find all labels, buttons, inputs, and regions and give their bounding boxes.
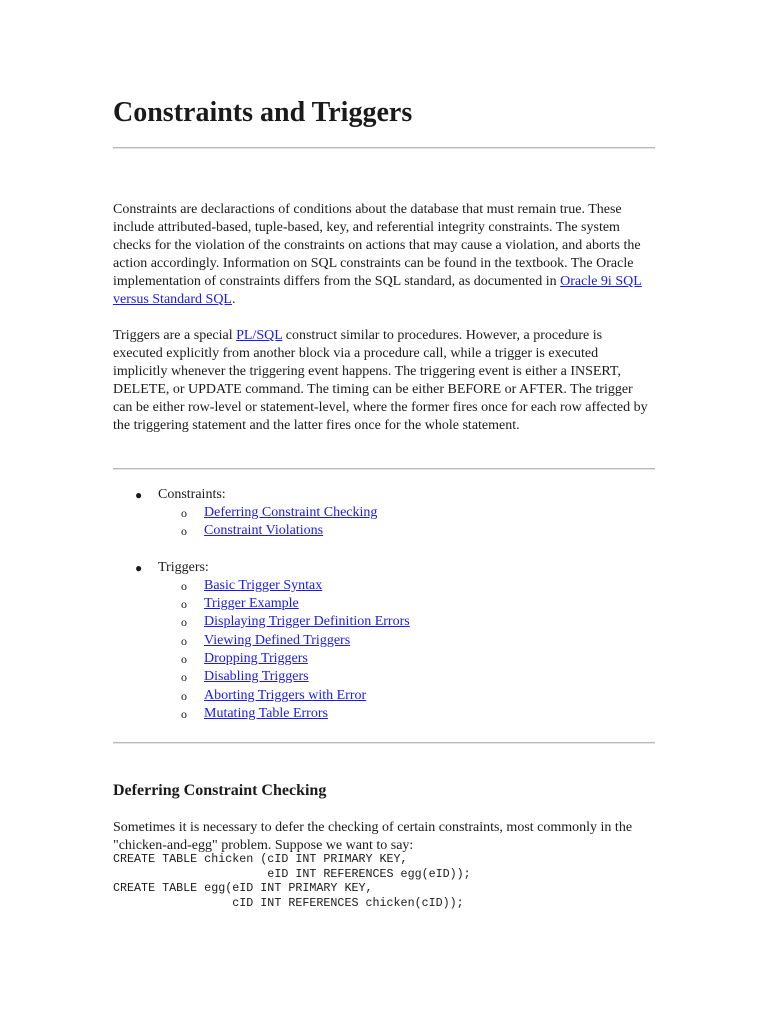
link-plsql[interactable]: PL/SQL — [236, 328, 283, 343]
triggers-text-start: Triggers are a special — [113, 328, 237, 343]
link-mutating-table-errors[interactable]: Mutating Table Errors — [204, 706, 328, 721]
toc-label-triggers: Triggers: — [158, 560, 209, 575]
circle-bullet-icon: o — [181, 634, 187, 648]
intro-text-end: . — [232, 292, 236, 307]
intro-paragraph-constraints — [113, 201, 655, 309]
link-constraint-violations[interactable]: Constraint Violations — [204, 523, 324, 538]
bullet-icon: ● — [135, 488, 143, 502]
code-block: CREATE TABLE chicken (cID INT PRIMARY KEY, eID INT REFERENCES egg(eID)); CREATE TABLE egg(eID INT PRIMARY KEY, cID INT REFERENCES chicken(cID)); — [113, 852, 471, 910]
circle-bullet-icon: o — [181, 615, 187, 629]
triggers-text: construct similar to procedures. However, a procedure is executed explicitly from another block via a procedure call, while a trigger is executed implicitly whenever the triggering event happens. The triggering event is either a INSERT, DELETE, or UPDATE command. The timing can be either BEFORE or AFTER. The trigger can be either row-level or statement-level, where the former fires once for each row affected by the triggering statement and the latter fires once for the whole statement. — [113, 328, 648, 433]
link-deferring-constraint-checking[interactable]: Deferring Constraint Checking — [204, 505, 378, 520]
horizontal-rule — [113, 742, 655, 744]
link-disabling-triggers[interactable]: Disabling Triggers — [204, 669, 309, 684]
link-displaying-trigger-definition-errors[interactable]: Displaying Trigger Definition Errors — [204, 614, 410, 629]
link-viewing-defined-triggers[interactable]: Viewing Defined Triggers — [204, 633, 351, 648]
circle-bullet-icon: o — [181, 652, 187, 666]
intro-paragraph-triggers — [113, 327, 655, 435]
circle-bullet-icon: o — [181, 506, 187, 520]
horizontal-rule — [113, 468, 655, 470]
circle-bullet-icon: o — [181, 707, 187, 721]
section-paragraph: Sometimes it is necessary to defer the checking of certain constraints, most commonly in the "chicken-and-egg" problem. Suppose we want to say: — [113, 820, 633, 853]
link-dropping-triggers[interactable]: Dropping Triggers — [204, 651, 308, 666]
circle-bullet-icon: o — [181, 579, 187, 593]
circle-bullet-icon: o — [181, 670, 187, 684]
circle-bullet-icon: o — [181, 524, 187, 538]
link-oracle-sql-vs-standard[interactable]: Oracle 9i SQL versus Standard SQL — [113, 274, 642, 307]
toc-label-constraints: Constraints: — [158, 487, 226, 502]
link-basic-trigger-syntax[interactable]: Basic Trigger Syntax — [204, 578, 323, 593]
bullet-icon: ● — [135, 561, 143, 575]
circle-bullet-icon: o — [181, 597, 187, 611]
horizontal-rule — [113, 147, 655, 149]
link-aborting-triggers-with-error[interactable]: Aborting Triggers with Error — [204, 688, 367, 703]
intro-text: Constraints are declaractions of conditions about the database that must remain true. These include attributed-based, tuple-based, key, and referential integrity constraints. The system checks for the violation of the constraints on actions that may cause a violation, and aborts the action accordingly. Information on SQL constraints can be found in the textbook. The Oracle implementation of constraints differs from the SQL standard, as documented in — [113, 202, 641, 289]
section-heading-deferring: Deferring Constraint Checking — [113, 782, 327, 799]
link-trigger-example[interactable]: Trigger Example — [204, 596, 299, 611]
page-title: Constraints and Triggers — [113, 97, 413, 128]
circle-bullet-icon: o — [181, 689, 187, 703]
